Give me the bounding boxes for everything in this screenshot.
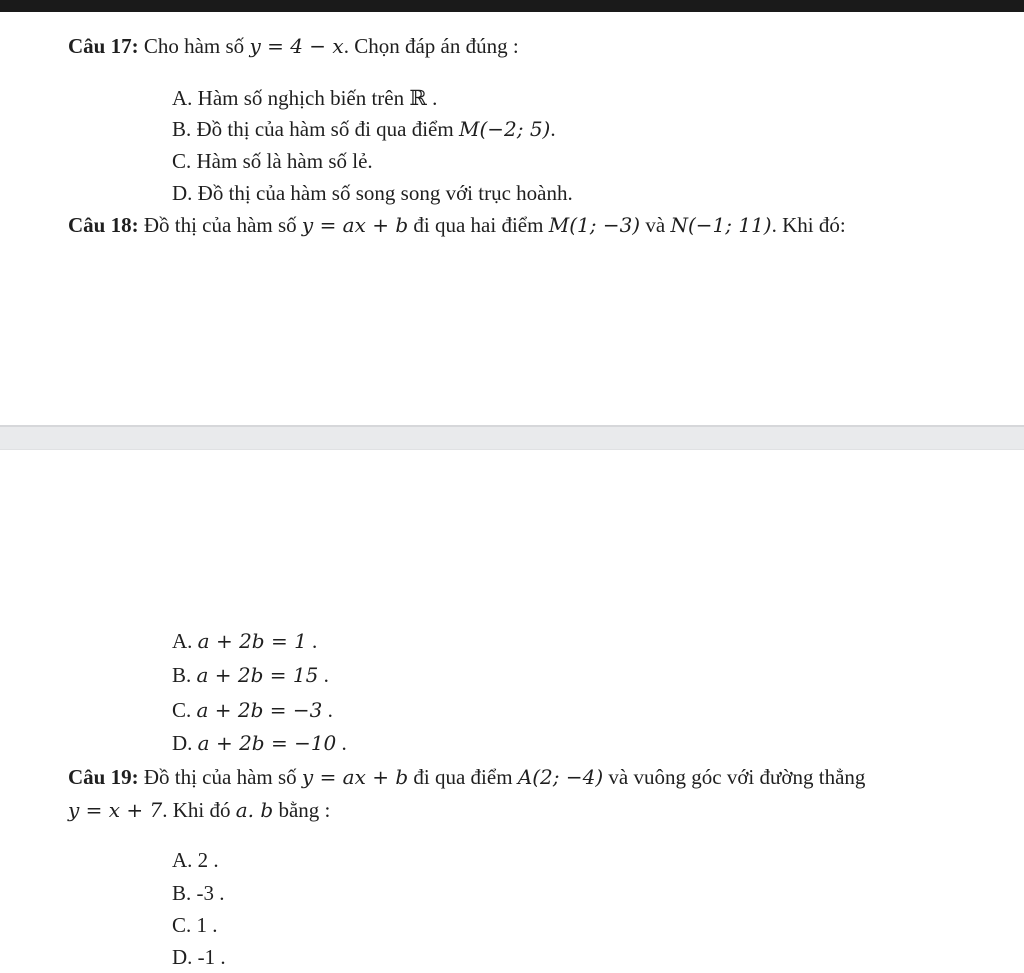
q18-question: [68, 212, 846, 238]
q18-option-c[interactable]: [172, 697, 333, 723]
option-end: .: [327, 698, 333, 722]
q17-option-d[interactable]: [172, 180, 573, 206]
q19-line2-text: . Khi đó: [162, 798, 231, 822]
option-letter: D.: [172, 181, 193, 205]
option-text: Hàm số là hàm số lẻ.: [196, 149, 373, 173]
option-text: Đồ thị của hàm số đi qua điểm: [196, 117, 454, 141]
q18-label: Câu 18:: [68, 213, 139, 237]
q19-product: a. b: [235, 798, 274, 822]
q17-option-a[interactable]: [172, 85, 437, 111]
option-letter: A.: [172, 848, 193, 872]
q17-option-b[interactable]: [172, 116, 556, 142]
option-formula: a + 2b = 1: [197, 629, 307, 653]
option-letter: B.: [172, 881, 192, 905]
option-letter: C.: [172, 149, 192, 173]
option-text: -3 .: [196, 881, 225, 905]
option-end: .: [323, 663, 329, 687]
q18-text-mid: đi qua hai điểm: [413, 213, 544, 237]
q19-question-line2: [68, 797, 330, 823]
option-formula: a + 2b = 15: [196, 663, 319, 687]
option-end: .: [312, 629, 318, 653]
q18-option-a[interactable]: [172, 628, 317, 654]
q18-point-m: M(1; −3): [548, 213, 641, 237]
option-letter: A.: [172, 86, 193, 110]
option-letter: A.: [172, 629, 193, 653]
q19-line2-end: bằng :: [278, 798, 331, 822]
option-letter: C.: [172, 698, 192, 722]
option-letter: B.: [172, 117, 192, 141]
q18-option-d[interactable]: [172, 730, 347, 756]
q19-option-b[interactable]: [172, 880, 225, 906]
q19-question-line1: [68, 764, 865, 790]
q19-text-mid: đi qua điểm: [413, 765, 513, 789]
q19-text: Đồ thị của hàm số: [143, 765, 297, 789]
option-formula: M(−2; 5): [458, 117, 551, 141]
option-text: 1 .: [196, 913, 218, 937]
q19-text-after: và vuông góc với đường thẳng: [608, 765, 866, 789]
option-text: Hàm số nghịch biến trên ℝ .: [197, 86, 438, 110]
document-page-bottom: [0, 450, 1024, 973]
q19-option-d[interactable]: [172, 944, 226, 970]
q18-point-n: N(−1; 11): [670, 213, 772, 237]
option-letter: D.: [172, 945, 193, 969]
q19-option-a[interactable]: [172, 847, 219, 873]
option-formula: a + 2b = −10: [197, 731, 337, 755]
q17-formula: y = 4 − x: [249, 34, 344, 58]
option-text: Đồ thị của hàm số song song với trục hoành.: [197, 181, 573, 205]
top-dark-bar: [0, 0, 1024, 12]
q19-formula: y = ax + b: [301, 765, 409, 789]
option-end: .: [341, 731, 347, 755]
option-end: .: [550, 117, 556, 141]
option-letter: C.: [172, 913, 192, 937]
q19-option-c[interactable]: [172, 912, 218, 938]
q18-text: Đồ thị của hàm số: [143, 213, 297, 237]
q19-line-formula: y = x + 7: [68, 798, 163, 822]
q19-point-a: A(2; −4): [517, 765, 604, 789]
q17-label: Câu 17:: [68, 34, 139, 58]
q17-question: [68, 33, 519, 59]
q18-text-after: . Khi đó:: [771, 213, 846, 237]
q18-formula: y = ax + b: [301, 213, 409, 237]
q17-text: Cho hàm số: [143, 34, 245, 58]
q19-label: Câu 19:: [68, 765, 139, 789]
option-formula: a + 2b = −3: [196, 698, 323, 722]
q17-option-c[interactable]: [172, 148, 373, 174]
page-separator: [0, 425, 1024, 450]
option-text: 2 .: [197, 848, 219, 872]
q18-option-b[interactable]: [172, 662, 329, 688]
option-letter: D.: [172, 731, 193, 755]
option-text: -1 .: [197, 945, 226, 969]
q18-conj: và: [645, 213, 666, 237]
q17-text-after: . Chọn đáp án đúng :: [343, 34, 519, 58]
option-letter: B.: [172, 663, 192, 687]
